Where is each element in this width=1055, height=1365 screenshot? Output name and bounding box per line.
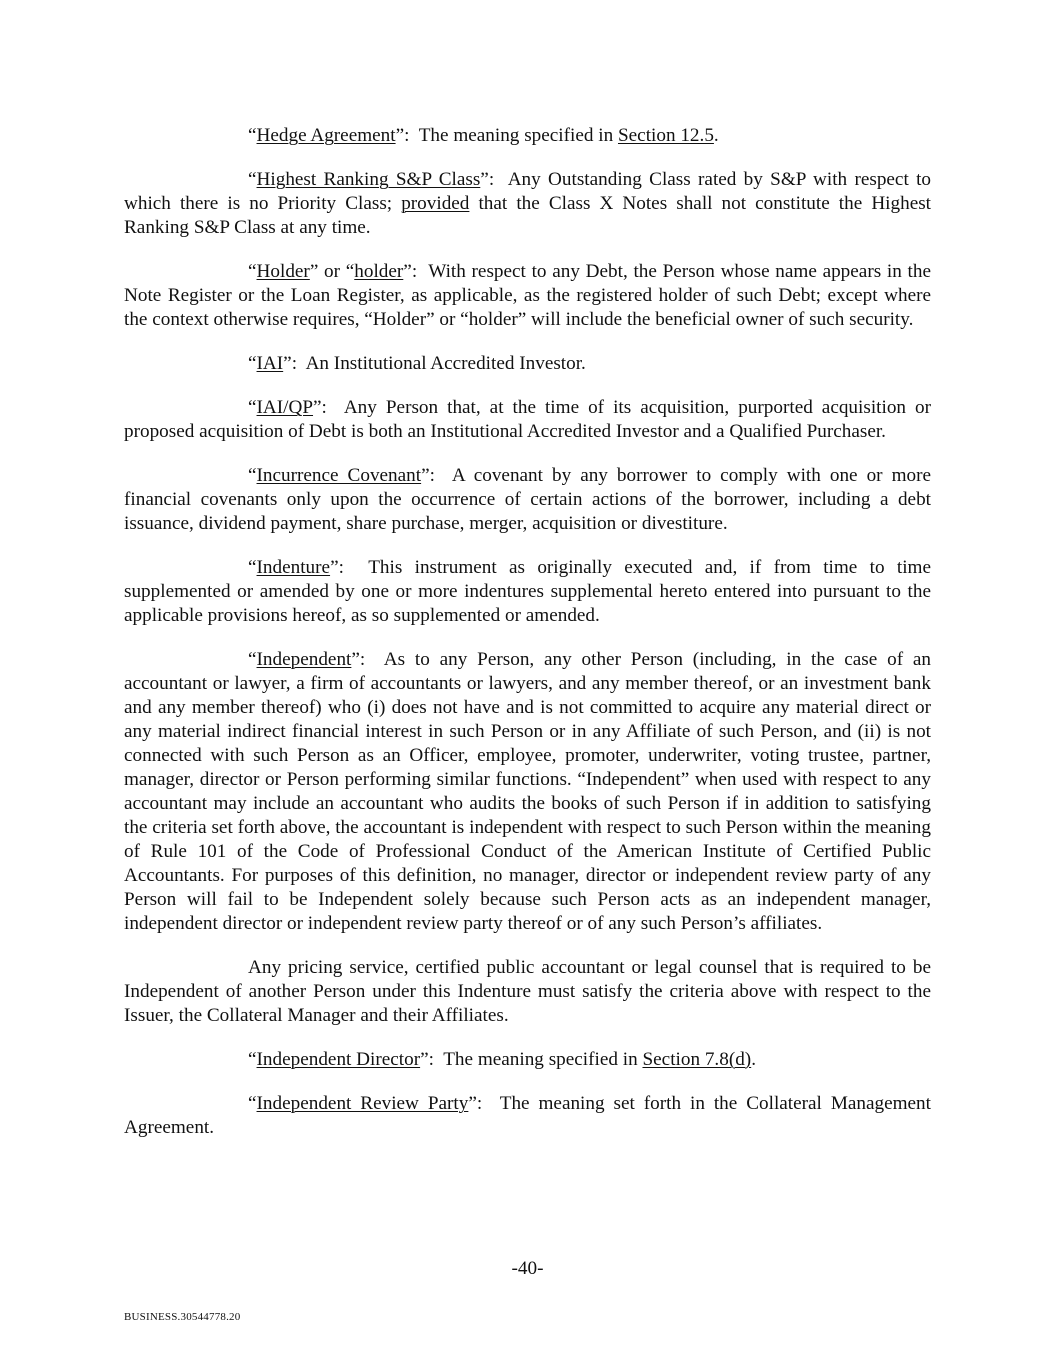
defined-term: IAI/QP <box>256 397 314 418</box>
definition-text: Any Person that, at the time of its acquisition, purported acquisition or proposed acquisition of Debt is both an Institutional Accredited Investor and a Qualified Purchaser. <box>124 397 931 442</box>
defined-term: Indenture <box>256 557 331 578</box>
defined-term: Holder <box>256 261 310 282</box>
defined-term: Hedge Agreement <box>256 125 396 146</box>
definition-iai-qp: “IAI/QP”: Any Person that, at the time of its acquisition, purported acquisition or proposed acquisition of Debt is both an Institutional Accredited Investor and a Qualified Purchaser. <box>124 397 931 442</box>
definition-text: With respect to any Debt, the Person whose name appears in the Note Register or the Loan Register, as applicable, as the registered holder of such Debt; except where the context otherwise requires, “Holder” or “holder” will include the beneficial owner of such security. <box>124 261 931 330</box>
definition-text: The meaning specified in <box>418 125 618 146</box>
definition-indenture: “Indenture”: This instrument as originally executed and, if from time to time supplemented or amended by one or more indentures supplemental hereto entered into pursuant to the applicable provisions hereof, as so supplemented or amended. <box>124 557 931 626</box>
definition-text: As to any Person, any other Person (including, in the case of an accountant or lawyer, a firm of accountants or lawyers, and any member thereof, or an investment bank and any member thereof) who (i) does not have and is not committed to acquire any material direct or any material indirect financial interest in such Person or in any Affiliate of such Person, and (ii) is not connected with such Person as an Officer, employee, promoter, underwriter, voting trustee, partner, manager, director or Person performing similar functions. “Independent” when used with respect to any accountant may include an accountant who audits the books of such Person if in addition to satisfying the criteria set forth above, the accountant is independent with respect to such Person within the meaning of Rule 101 of the Code of Professional Conduct of the American Institute of Certified Public Accountants. For purposes of this definition, no manager, director or independent review party of any Person will fail to be Independent solely because such Person acts as an independent manager, independent director or independent review party thereof or of any such Person’s affiliates. <box>124 649 931 934</box>
definition-text: The meaning set forth in the Collateral Management Agreement. <box>124 1093 931 1138</box>
provided-term: provided <box>401 193 470 214</box>
defined-term-alt: holder <box>354 261 404 282</box>
defined-term: Independent <box>256 649 352 670</box>
definition-hedge-agreement: “Hedge Agreement”: The meaning specified in Section 12.5. <box>248 125 719 146</box>
definition-incurrence-covenant: “Incurrence Covenant”: A covenant by any borrower to comply with one or more financial covenants only upon the occurrence of certain actions of the borrower, including a debt issuance, dividend payment, share purchase, merger, acquisition or divestiture. <box>124 465 931 534</box>
page-number: -40- <box>511 1258 544 1279</box>
definition-text: The meaning specified in <box>443 1049 643 1070</box>
section-reference: Section 7.8(d) <box>642 1049 752 1070</box>
definition-text-continued: that the Class X Notes shall not constitute the Highest Ranking S&P Class at any time. <box>124 193 932 238</box>
definition-holder: “Holder” or “holder”: With respect to any Debt, the Person whose name appears in the Note Register or the Loan Register, as applicable, as the registered holder of such Debt; except where the context otherwise requires, “Holder” or “holder” will include the beneficial owner of such security. <box>124 261 931 330</box>
definition-iai: “IAI”: An Institutional Accredited Investor. <box>248 353 586 374</box>
pricing-service-paragraph <box>124 956 931 1028</box>
definition-independent-review-party: “Independent Review Party”: The meaning set forth in the Collateral Management Agreement. <box>124 1093 931 1138</box>
definition-independent: “Independent”: As to any Person, any other Person (including, in the case of an accountant or lawyer, a firm of accountants or lawyers, and any member thereof, or an investment bank and any member thereof) who (i) does not have and is not committed to acquire any material direct or any material indirect financial interest in such Person or in any Affiliate of such Person, and (ii) is not connected with such Person as an Officer, employee, promoter, underwriter, voting trustee, partner, manager, director or Person performing similar functions. “Independent” when used with respect to any accountant may include an accountant who audits the books of such Person if in addition to satisfying the criteria set forth above, the accountant is independent with respect to such Person within the meaning of Rule 101 of the Code of Professional Conduct of the American Institute of Certified Public Accountants. For purposes of this definition, no manager, director or independent review party of any Person will fail to be Independent solely because such Person acts as an independent manager, independent director or independent review party thereof or of any such Person’s affiliates. <box>124 649 931 934</box>
definition-highest-ranking-sp-class: “Highest Ranking S&P Class”: Any Outstanding Class rated by S&P with respect to which there is no Priority Class; provided that the Class X Notes shall not constitute the Highest Ranking S&P Class at any time. <box>124 169 932 238</box>
document-footer-code: BUSINESS.30544778.20 <box>124 1311 241 1323</box>
defined-term: Incurrence Covenant <box>256 465 422 486</box>
definition-text: Any Outstanding Class rated by S&P with respect to which there is no Priority Class; <box>124 169 932 214</box>
defined-term: Independent Director <box>256 1049 421 1070</box>
definition-independent-director: “Independent Director”: The meaning specified in Section 7.8(d). <box>248 1049 756 1070</box>
defined-term: IAI <box>256 353 284 374</box>
definition-text: A covenant by any borrower to comply with one or more financial covenants only upon the occurrence of certain actions of the borrower, including a debt issuance, dividend payment, share purchase, merger, acquisition or divestiture. <box>124 465 931 534</box>
section-reference: Section 12.5 <box>617 125 714 146</box>
document-body <box>124 124 931 1160</box>
definition-text: An Institutional Accredited Investor. <box>305 353 586 374</box>
defined-term: Highest Ranking S&P Class <box>256 169 481 190</box>
definition-text: This instrument as originally executed and, if from time to time supplemented or amended by one or more indentures supplemental hereto entered into pursuant to the applicable provisions hereof, as so supplemented or amended. <box>124 557 931 626</box>
defined-term: Independent Review Party <box>256 1093 469 1114</box>
paragraph-text: Any pricing service, certified public accountant or legal counsel that is required to be Independent of another Person under this Indenture must satisfy the criteria above with respect to the Issuer, the Collateral Manager and their Affiliates. <box>124 957 931 1026</box>
